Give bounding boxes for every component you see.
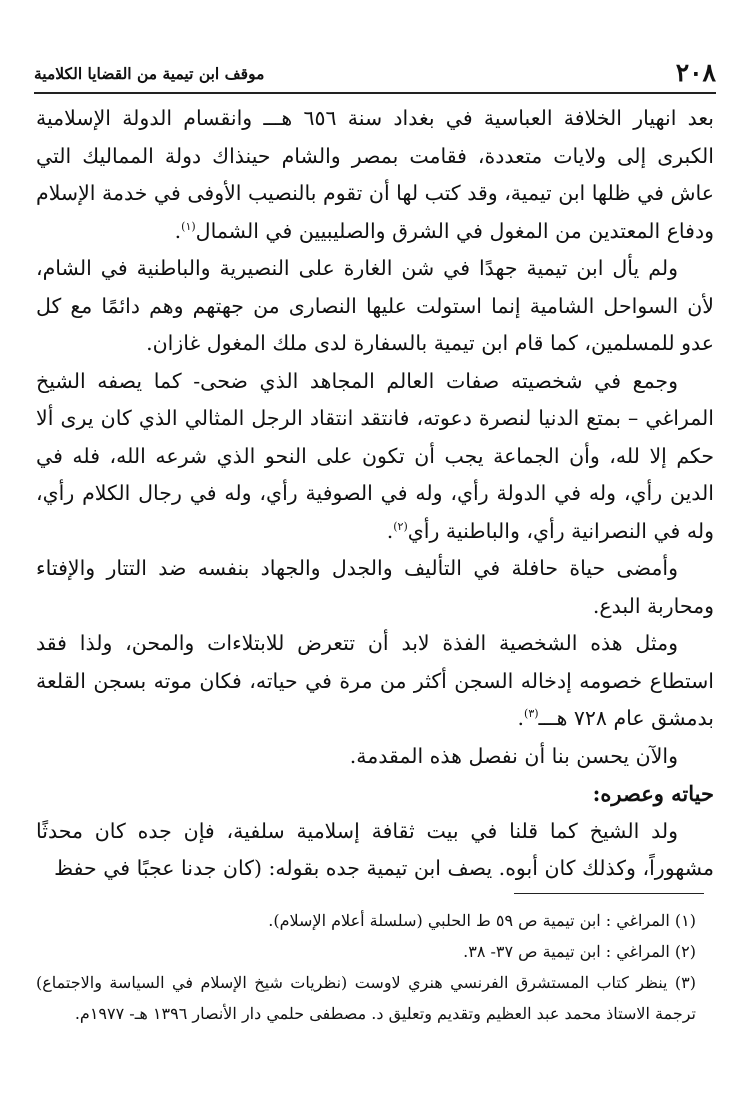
paragraph-1: [36, 100, 714, 250]
footnote-divider: [514, 893, 704, 894]
footnote-3: (٣) ينظر كتاب المستشرق الفرنسي هنري لاوست (نظريات شيخ الإسلام في السياسة والاجتماع) ترجمة الاستاذ محمد عبد العظيم وتقديم وتعليق د. مصطفى حلمي دار الأنصار ١٣٩٦ هـ- ١٩٧٧م.: [36, 973, 696, 1023]
paragraph-5: [36, 625, 714, 738]
footnote-ref-2: (٢): [393, 519, 408, 533]
paragraph-3-text: وجمع في شخصيته صفات العالم المجاهد الذي ضحى- كما يصفه الشيخ المراغي – بمتع الدنيا لنصرة دعوته، فانتقد انتقاد الرجل المثالي الذي كان يرى ألا حكم إلا لله، وأن الجماعة يجب أن تكون على النحو الذي شرعه الله، فله في الدين رأي، وله في الدولة رأي، وله في الصوفية رأي، وله في رجال الكلام رأي، وله في النصرانية رأي، والباطنية رأي: [36, 368, 714, 543]
paragraph-5-text: ومثل هذه الشخصية الفذة لابد أن تتعرض للابتلاءات والمحن، ولذا فقد استطاع خصومه إدخاله السجن أكثر من مرة في حياته، فكان موته بسجن القلعة بدمشق عام ٧٢٨ هـــ: [36, 631, 714, 730]
footnote-ref-3: (٣): [524, 707, 539, 721]
footnote-2: (٢) المراغي : ابن تيمية ص ٣٧- ٣٨.: [463, 942, 696, 961]
footnote-1: (١) المراغي : ابن تيمية ص ٥٩ ط الحلبي (سلسلة أعلام الإسلام).: [268, 911, 696, 930]
paragraph-2: ولم يأل ابن تيمية جهدًا في شن الغارة على النصيرية والباطنية في الشام، لأن السواحل الشامية إنما استولت عليها النصارى من جهتهم وهم دائمًا مع كل عدو للمسلمين، كما قام ابن تيمية بالسفارة لدى ملك المغول غازان.: [36, 256, 714, 355]
running-header: [34, 58, 716, 94]
body-text: [36, 100, 714, 888]
paragraph-5-end: .: [517, 706, 525, 730]
footnote-ref-1: (١): [181, 219, 196, 233]
paragraph-7: ولد الشيخ كما قلنا في بيت ثقافة إسلامية سلفية، فإن جده كان محدثًا مشهوراً، وكذلك كان أبوه. يصف ابن تيمية جده بقوله: (كان جدنا عجبًا في حفظ: [36, 818, 714, 880]
paragraph-1-end: .: [174, 218, 182, 243]
paragraph-4: وأمضى حياة حافلة في التأليف والجدل والجهاد بنفسه ضد التتار والإفتاء ومحاربة البدع.: [36, 556, 714, 618]
paragraph-3: [36, 363, 714, 551]
paragraph-6: والآن يحسن بنا أن نفصل هذه المقدمة.: [349, 743, 678, 768]
running-title: موقف ابن تيمية من القضايا الكلامية: [34, 64, 265, 83]
footnotes: [36, 905, 696, 1029]
paragraph-1-text: بعد انهيار الخلافة العباسية في بغداد سنة ٦٥٦ هـــ وانقسام الدولة الإسلامية الكبرى إلى ولايات متعددة، فقامت بمصر والشام حينذاك دولة المماليك التي عاش في ظلها ابن تيمية، وقد كتب لها أن تقوم بالنصيب الأوفى في خدمة الإسلام ودفاع المعتدين من المغول في الشرق والصليبيين في الشمال: [36, 106, 714, 243]
page-number: ٢٠٨: [675, 58, 716, 87]
section-heading: حياته وعصره:: [592, 781, 714, 806]
paragraph-3-end: .: [386, 518, 394, 543]
